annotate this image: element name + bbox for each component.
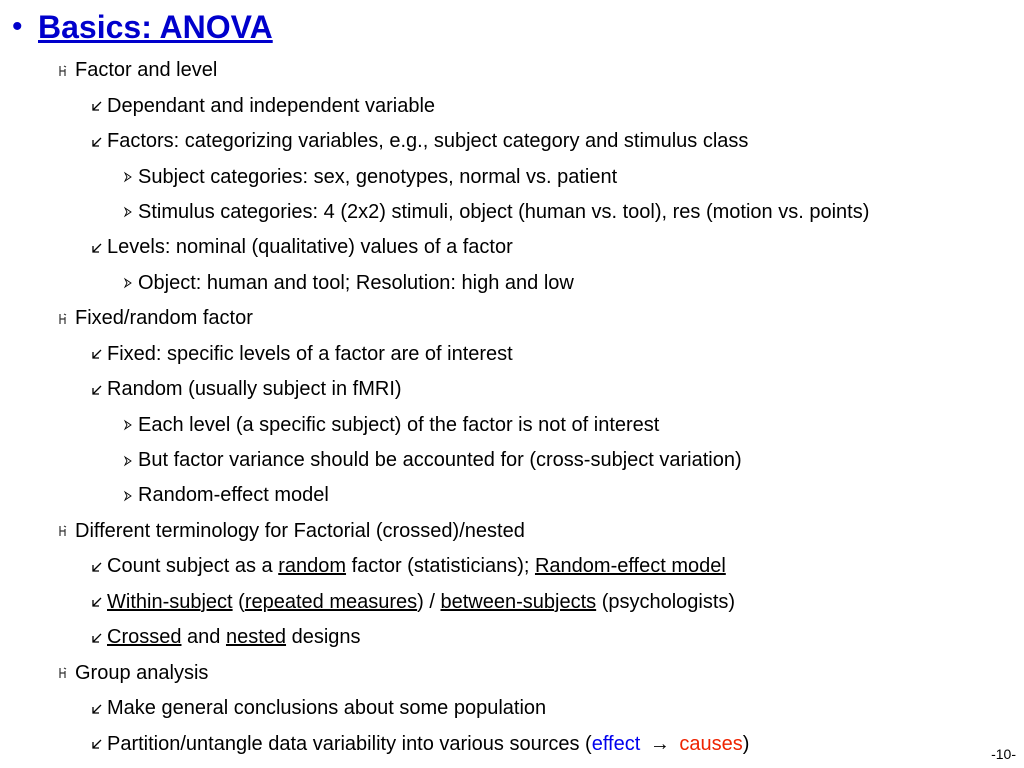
text-segment: factor (statisticians); <box>346 555 535 578</box>
bullet-outline <box>0 53 1024 762</box>
outline-item-text: Object: human and tool; Resolution: high and low <box>138 271 574 294</box>
text-segment: Random-effect model <box>534 555 726 578</box>
outline-item-text: Make general conclusions about some population <box>107 697 547 720</box>
outline-item-level-2 <box>0 230 1024 265</box>
outline-item-text: Dependant and independent variable <box>107 94 436 117</box>
diagonal-arrow-icon <box>88 738 106 750</box>
text-segment: random <box>278 555 347 578</box>
small-h-glyph-icon <box>52 667 74 679</box>
right-arrowhead-icon <box>120 419 136 431</box>
diagonal-arrow-icon <box>88 136 106 148</box>
diagonal-arrow-icon <box>88 384 106 396</box>
title-bullet-icon: • <box>12 10 23 43</box>
outline-item-level-2 <box>0 726 1024 761</box>
diagonal-arrow-icon <box>88 100 106 112</box>
text-segment: ) / <box>417 590 441 613</box>
right-arrowhead-icon <box>120 277 136 289</box>
outline-item-text: Random-effect model <box>138 484 329 507</box>
outline-item-text: Factor and level <box>75 59 218 82</box>
outline-item-level-3 <box>0 266 1024 301</box>
outline-item-text <box>107 626 361 649</box>
outline-item-text: Subject categories: sex, genotypes, normal vs. patient <box>138 165 618 188</box>
text-segment: nested <box>225 626 287 649</box>
outline-item-level-2 <box>0 691 1024 726</box>
diagonal-arrow-icon <box>88 561 106 573</box>
diagonal-arrow-icon <box>88 632 106 644</box>
outline-item-text: Levels: nominal (qualitative) values of a factor <box>107 236 513 259</box>
outline-item-level-2 <box>0 337 1024 372</box>
right-arrowhead-icon <box>120 455 136 467</box>
outline-item-level-3 <box>0 159 1024 194</box>
outline-item-text <box>107 733 749 756</box>
outline-item-level-1 <box>0 514 1024 549</box>
text-segment: ( <box>232 590 245 613</box>
small-h-glyph-icon <box>52 65 74 77</box>
outline-item-text <box>107 591 735 614</box>
right-arrowhead-icon <box>120 171 136 183</box>
outline-item-level-3 <box>0 478 1024 513</box>
title-row <box>12 4 273 50</box>
small-h-glyph-icon <box>52 313 74 325</box>
outline-item-level-1 <box>0 301 1024 336</box>
outline-item-level-2 <box>0 124 1024 159</box>
outline-item-text <box>107 555 726 578</box>
outline-item-text: Fixed/random factor <box>75 307 253 330</box>
text-segment: effect <box>591 732 641 755</box>
text-segment: → <box>644 732 676 755</box>
text-segment: designs <box>286 626 361 649</box>
outline-item-text: Factors: categorizing variables, e.g., subject category and stimulus class <box>107 130 749 153</box>
outline-item-text: Stimulus categories: 4 (2x2) stimuli, object (human vs. tool), res (motion vs. points) <box>138 200 870 223</box>
outline-item-level-2 <box>0 549 1024 584</box>
outline-item-level-2 <box>0 88 1024 123</box>
outline-item-text: Each level (a specific subject) of the factor is not of interest <box>138 413 660 436</box>
text-segment: between-subjects <box>440 590 597 613</box>
page-number: -10- <box>991 746 1016 762</box>
diagonal-arrow-icon <box>88 703 106 715</box>
text-segment: Count subject as a <box>107 555 279 578</box>
diagonal-arrow-icon <box>88 242 106 254</box>
diagonal-arrow-icon <box>88 348 106 360</box>
text-segment: ) <box>742 732 750 755</box>
right-arrowhead-icon <box>120 490 136 502</box>
small-h-glyph-icon <box>52 525 74 537</box>
outline-item-level-1 <box>0 655 1024 690</box>
text-segment: (psychologists) <box>596 590 736 613</box>
text-segment: Partition/untangle data variability into various sources ( <box>107 732 592 755</box>
diagonal-arrow-icon <box>88 596 106 608</box>
outline-item-level-2 <box>0 620 1024 655</box>
outline-item-level-3 <box>0 407 1024 442</box>
outline-item-text: Different terminology for Factorial (crossed)/nested <box>75 519 525 542</box>
text-segment: repeated measures <box>244 590 418 613</box>
outline-item-text: Random (usually subject in fMRI) <box>107 378 402 401</box>
text-segment: causes <box>679 732 743 755</box>
outline-item-text: Fixed: specific levels of a factor are of interest <box>107 342 513 365</box>
outline-item-level-2 <box>0 585 1024 620</box>
text-segment: and <box>181 626 226 649</box>
outline-item-text: But factor variance should be accounted for (cross-subject variation) <box>138 449 742 472</box>
outline-item-level-2 <box>0 372 1024 407</box>
outline-item-level-1 <box>0 53 1024 88</box>
text-segment: Within-subject <box>107 590 233 613</box>
right-arrowhead-icon <box>120 206 136 218</box>
outline-item-level-3 <box>0 195 1024 230</box>
outline-item-level-3 <box>0 443 1024 478</box>
outline-item-text: Group analysis <box>75 661 209 684</box>
slide-title: Basics: ANOVA <box>38 9 273 45</box>
text-segment: Crossed <box>107 626 182 649</box>
